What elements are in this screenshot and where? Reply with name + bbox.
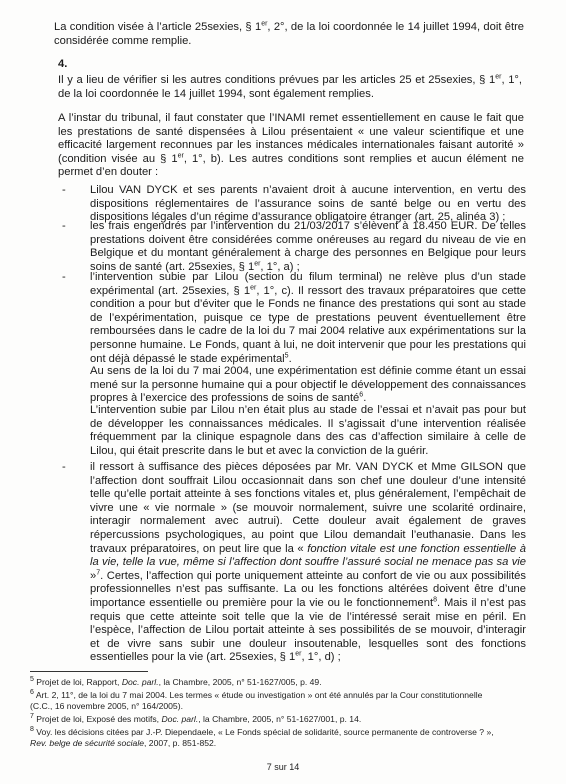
quote-fonction-vitale: fonction vitale est une fonction essentielle à la vie, telle la vue, même si l’affection dont souffre l’assuré social ne menace pas sa vie <box>90 542 527 569</box>
footnote-separator <box>30 671 148 672</box>
paragraph-intervention-guerir: L’intervention subie par Lilou n’en était plus au stade de l’essai et n’avait pas pour but de développer les connaissances médicales. Il s’agissait d’une intervention réalisée fréquemment par la clinique espagnole dans des cas d’affection similaire à celle de Lilou, qui était prescrite dans le but et avec la conviction de la guérir. <box>90 404 526 457</box>
paragraph-definition-experimentation: Au sens de la loi du 7 mai 2004, une expérimentation est définie comme étant un essai mené sur la personne humaine qui a pour objectif le développement des connaissances propres à l’exercice des professions de soins de santé$^6$. <box>90 365 526 405</box>
footnote-8-continued: Rev. belge de sécurité sociale, 2007, p. 851-852. <box>30 738 217 748</box>
bullet-frais-engendres: les frais engendrés par l’intervention du 21/03/2017 s’élèvent à 18.450 EUR. De telles prestations doivent être considérées comme onéreuses au regard du niveau de vie en Belgique et du montant généralement à charge des personnes en Belgique pour leurs soins de santé (art. 25sexies, § 1er, 1°, a) ; <box>90 220 526 273</box>
section-number: 4. <box>58 58 68 70</box>
bullet-dash: - <box>62 271 66 283</box>
footnote-6-continued: (C.C., 16 novembre 2005, n° 164/2005). <box>30 701 183 711</box>
bullet-fonctions-vitales: il ressort à suffisance des pièces déposées par Mr. VAN DYCK et Mme GILSON que l’affection dont souffrait Lilou occasionnait dans son chef une douleur d’une intensité telle qu’elle portait atteinte à ses fonctions vitales et, plus généralement, l’empêchait de vivre une « vie normale » (se mouvoir normalement, suivre une scolarité ordinaire, interagir normalement avec autrui). Cette douleur avait également de graves répercussions psychologiques, au point que Lilou demandait l’euthanasie. Dans les travaux préparatoires, on peut lire que la « fonction vitale est une fonction essentielle à la vie, telle la vue, même si l’affection dont souffre l’assuré social ne menace pas sa vie »$^7$. Certes, l’affection qui porte uniquement atteinte au confort de vie ou aux possibilités professionnelles n’est pas suffisante. La ou les fonctions altérées doivent être d’une importance essentielle ou première pour la vie ou le fonctionnement$^8$. Mais il n’est pas requis que cette atteinte soit telle que la vie de l’intéressé serait mise en péril. En l’espèce, l’affection de Lilou portait atteinte à ses possibilités de se mouvoir, d’interagir et de vivre sans subir une douleur insoutenable, lesquelles sont des fonctions essentielles pour la vie (art. 25sexies, § 1er, 1°, d) ; <box>90 461 527 664</box>
footnote-5: $^5$ Projet de loi, Rapport, Doc. parl., la Chambre, 2005, n° 51-1627/005, p. 49. <box>30 676 322 687</box>
footnote-8: $^8$ Voy. les décisions citées par J.-P. Diependaele, « Le Fonds spécial de solidarité, source permanente de controverse ? », <box>30 726 494 737</box>
paragraph-condition-remplie: La condition visée à l’article 25sexies, § 1er, 2°, de la loi coordonnée le 14 juillet 1994, doit être considérée comme remplie. <box>54 20 525 47</box>
bullet-aucune-intervention: Lilou VAN DYCK et ses parents n’avaient droit à aucune intervention, en vertu des dispositions réglementaires de l’assurance soins de santé belge ou en vertu des dispositions légales d’un régime d’assurance obligatoire étranger (art. 25, alinéa 3) ; <box>90 184 526 224</box>
paragraph-instar-tribunal: A l’instar du tribunal, il faut constater que l’INAMI remet essentiellement en cause le fait que les prestations de santé dispensées à Lilou présentaient « une valeur scientifique et une efficacité largement reconnues par les instances médicales internationales faisant autorité » (condition visée au § 1er, 1°, b). Les autres conditions sont remplies et aucun élément ne permet d’en douter : <box>58 112 524 179</box>
bullet-stade-experimental: l’intervention subie par Lilou (section du filum terminal) ne relève plus d’un stade expérimental (art. 25sexies, § 1er, 1°, c). Il ressort des travaux préparatoires que cette condition a pour but d’éviter que le Fonds ne finance des prestations qui sont au stade de l’expérimentation, puisque ce type de prestations peuvent éventuellement être remboursées dans le cadre de la loi du 7 mai 2004 relative aux expérimentations sur la personne humaine. Le Fonds, quant à lui, ne doit intervenir que pour les prestations qui ont déjà dépassé le stade expérimental$^5$. <box>90 271 526 365</box>
footnote-6: $^6$ Art. 2, 11°, de la loi du 7 mai 2004. Les termes « étude ou investigation » ont été annulés par la Cour constitutionnelle <box>30 689 483 700</box>
bullet-dash: - <box>62 220 66 232</box>
bullet-dash: - <box>62 461 66 473</box>
bullet-dash: - <box>62 184 66 196</box>
footnote-7: $^7$ Projet de loi, Exposé des motifs, Doc. parl., la Chambre, 2005, n° 51-1627/001, p. 14. <box>30 713 362 724</box>
paragraph-verification: Il y a lieu de vérifier si les autres conditions prévues par les articles 25 et 25sexies, § 1er, 1°, de la loi coordonnée le 14 juillet 1994, sont également remplies. <box>58 73 522 100</box>
page-number: 7 sur 14 <box>266 762 300 772</box>
